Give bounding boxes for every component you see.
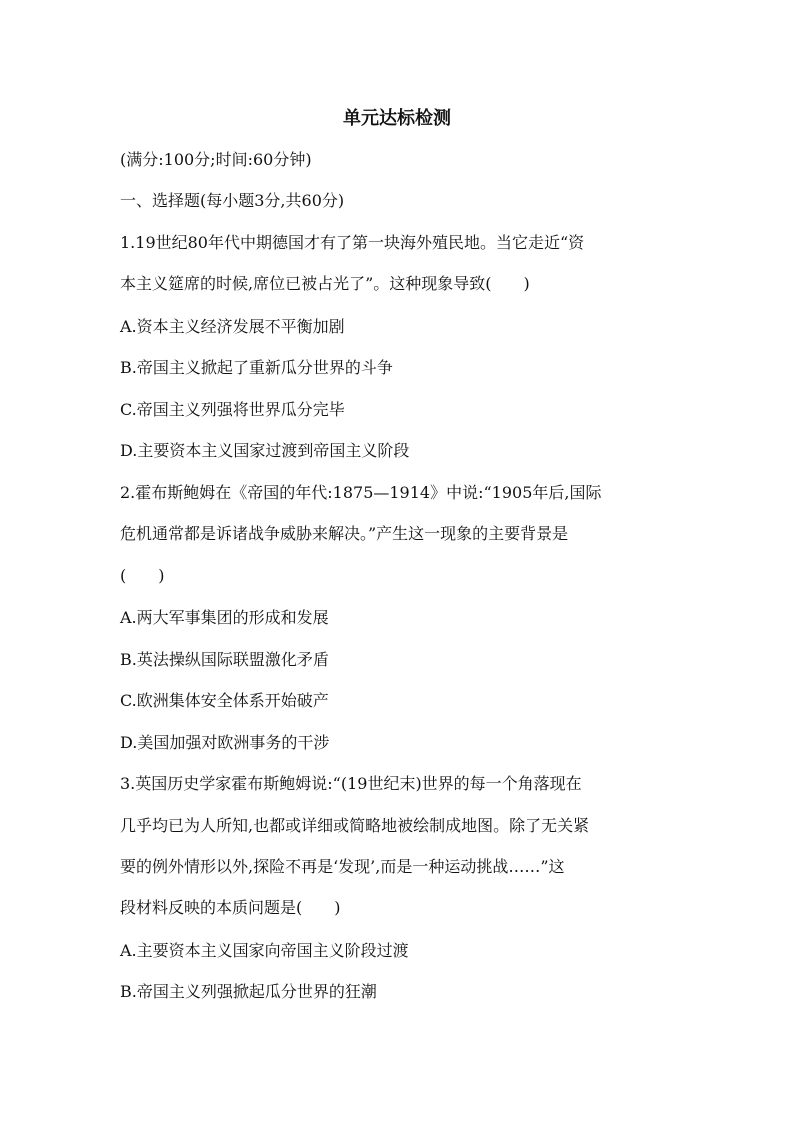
document-title: 单元达标检测 [343,108,451,129]
option-b: B.帝国主义列强掀起瓜分世界的狂潮 [120,982,377,1001]
question-text-line: 要的例外情形以外,探险不再是‘发现’,而是一种运动挑战……”这 [120,857,565,876]
option-c: C.帝国主义列强将世界瓜分完毕 [120,400,345,419]
option-b: B.英法操纵国际联盟激化矛盾 [120,650,329,669]
question-text-line: 2.霍布斯鲍姆在《帝国的年代:1875—1914》中说:“1905年后,国际 [120,483,602,502]
option-d: D.美国加强对欧洲事务的干涉 [120,733,330,752]
question-text-line: 3.英国历史学家霍布斯鲍姆说:“(19世纪末)世界的每一个角落现在 [120,774,582,793]
option-a: A.主要资本主义国家向帝国主义阶段过渡 [120,941,409,960]
question-text-line: 危机通常都是诉诸战争威胁来解决。”产生这一现象的主要背景是 [120,524,569,543]
exam-meta: (满分:100分;时间:60分钟) [120,150,312,169]
question-text-line: ( ) [120,566,165,585]
question-text-line: 本主义筵席的时候,席位已被占光了”。这种现象导致( ) [120,274,530,293]
option-a: A.两大军事集团的形成和发展 [120,608,329,627]
question-text-line: 几乎均已为人所知,也都或详细或简略地被绘制成地图。除了无关紧 [120,816,590,835]
question-text-line: 段材料反映的本质问题是( ) [120,898,341,917]
section-heading: 一、选择题(每小题3分,共60分) [120,191,345,210]
option-c: C.欧洲集体安全体系开始破产 [120,691,329,710]
question-text-line: 1.19世纪80年代中期德国才有了第一块海外殖民地。当它走近“资 [120,233,585,252]
option-d: D.主要资本主义国家过渡到帝国主义阶段 [120,441,410,460]
option-a: A.资本主义经济发展不平衡加剧 [120,317,345,336]
option-b: B.帝国主义掀起了重新瓜分世界的斗争 [120,358,393,377]
